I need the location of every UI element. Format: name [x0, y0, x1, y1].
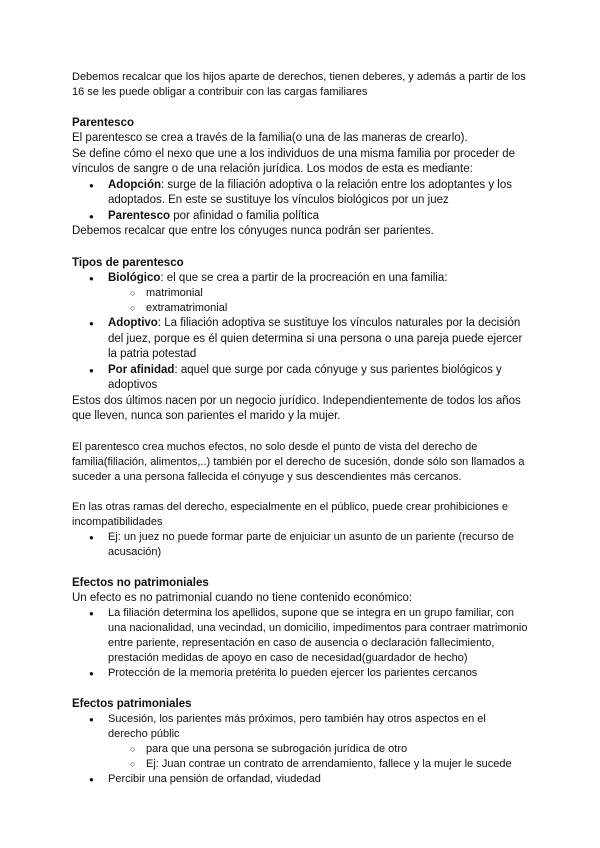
section-otras-ramas: [72, 500, 528, 560]
item-text: : La filiación adoptiva se sustituye los vínculos naturales por la decisión del juez, porque es él quien determina si una persona o una pareja puede ejercer la patria potestad: [108, 317, 523, 360]
list-item: [72, 271, 528, 317]
section-parentesco: [72, 115, 528, 240]
list-item: [72, 363, 528, 394]
sub-list-item: ○ matrimonial: [108, 286, 528, 301]
list-item: ● La filiación determina los apellidos, supone que se integra en un grupo familiar, con una nacionalidad, una vecindad, un domicilio, impedimentos para contraer matrimonio entre pariente, representación en caso de ausencia o declaración fallecimiento, prestación medidas de apoyo en caso de necesidad(guardador de hecho): [72, 606, 528, 666]
item-term: Adoptivo: [108, 317, 158, 329]
patrimoniales-sublist: [108, 742, 528, 772]
sub-list-item: ○ extramatrimonial: [108, 301, 528, 316]
item-term: Parentesco: [108, 209, 171, 222]
heading-tipos: Tipos de parentesco: [72, 256, 184, 269]
otras-ramas-paragraph: En las otras ramas del derecho, especialmente en el público, puede crear prohibiciones e incompatibilidades: [72, 500, 508, 528]
item-text: : aquel que surge por cada cónyuge y sus parientes biológicos y adoptivos: [108, 363, 502, 391]
otras-ramas-list: [72, 530, 528, 560]
intro-paragraph: Debemos recalcar que los hijos aparte de derechos, tienen deberes, y además a partir de los 16 se les puede obligar a contribuir con las cargas familiares: [72, 71, 526, 98]
list-item: ● Protección de la memoria pretérita lo pueden ejercer los parientes cercanos: [72, 666, 528, 681]
no-patrimoniales-text: Un efecto es no patrimonial cuando no tiene contenido económico:: [72, 591, 413, 604]
list-item: [72, 209, 528, 225]
list-item: [72, 712, 528, 772]
tipos-list: [72, 271, 528, 394]
document-page: [72, 70, 528, 787]
sub-list-item: ○ para que una persona se subrogación jurídica de otro: [108, 742, 528, 757]
parentesco-closing: Debemos recalcar que entre los cónyuges nunca podrán ser parientes.: [72, 225, 434, 237]
item-term: Adopción: [108, 178, 162, 191]
list-item: ● Ej: un juez no puede formar parte de enjuiciar un asunto de un pariente (recurso de acusación): [72, 530, 528, 560]
parentesco-list: [72, 178, 528, 225]
parentesco-line-2: Se define cómo el nexo que une a los individuos de una misma familia por proceder de vínculos de sangre o de una relación jurídica. Los modos de esta es mediante:: [72, 147, 516, 175]
section-patrimoniales: [72, 696, 528, 787]
list-item: ● Percibir una pensión de orfandad, viudedad: [72, 772, 528, 787]
heading-no-patrimoniales: Efectos no patrimoniales: [72, 576, 209, 589]
item-term: Biológico: [108, 271, 161, 284]
heading-patrimoniales: Efectos patrimoniales: [72, 698, 192, 710]
sub-list-item: ○ Ej: Juan contrae un contrato de arrendamiento, fallece y la mujer le sucede: [108, 757, 528, 772]
item-text: : el que se crea a partir de la procreación en una familia:: [160, 271, 448, 284]
item-text: por afinidad o familia política: [170, 209, 319, 222]
heading-parentesco: Parentesco: [72, 117, 135, 129]
tipos-sublist: [108, 286, 528, 316]
parentesco-line-1: El parentesco se crea a través de la familia(o una de las maneras de crearlo).: [72, 132, 468, 144]
item-term: Por afinidad: [108, 363, 175, 376]
no-patrimoniales-list: [72, 606, 528, 681]
efectos-general-paragraph: El parentesco crea muchos efectos, no solo desde el punto de vista del derecho de familia(filiación, alimentos,..) también por el derecho de sucesión, donde sólo son llamados a suceder a una persona fallecida el cónyuge y sus descendientes más cercanos.: [72, 440, 525, 483]
list-item: [72, 316, 528, 363]
section-tipos: [72, 255, 528, 425]
tipos-closing: Estos dos últimos nacen por un negocio jurídico. Independientemente de todos los años que lleven, nunca son parientes el marido y la mujer.: [72, 394, 521, 422]
item-text: : surge de la filiación adoptiva o la relación entre los adoptantes y los adoptados. En este se sustituye los vínculos biológicos por un juez: [108, 178, 512, 206]
patrimoniales-list: [72, 712, 528, 787]
item-text: Sucesión, los parientes más próximos, pero también hay otros aspectos en el derecho públic: [108, 713, 486, 740]
section-no-patrimoniales: [72, 575, 528, 682]
list-item: [72, 178, 528, 209]
